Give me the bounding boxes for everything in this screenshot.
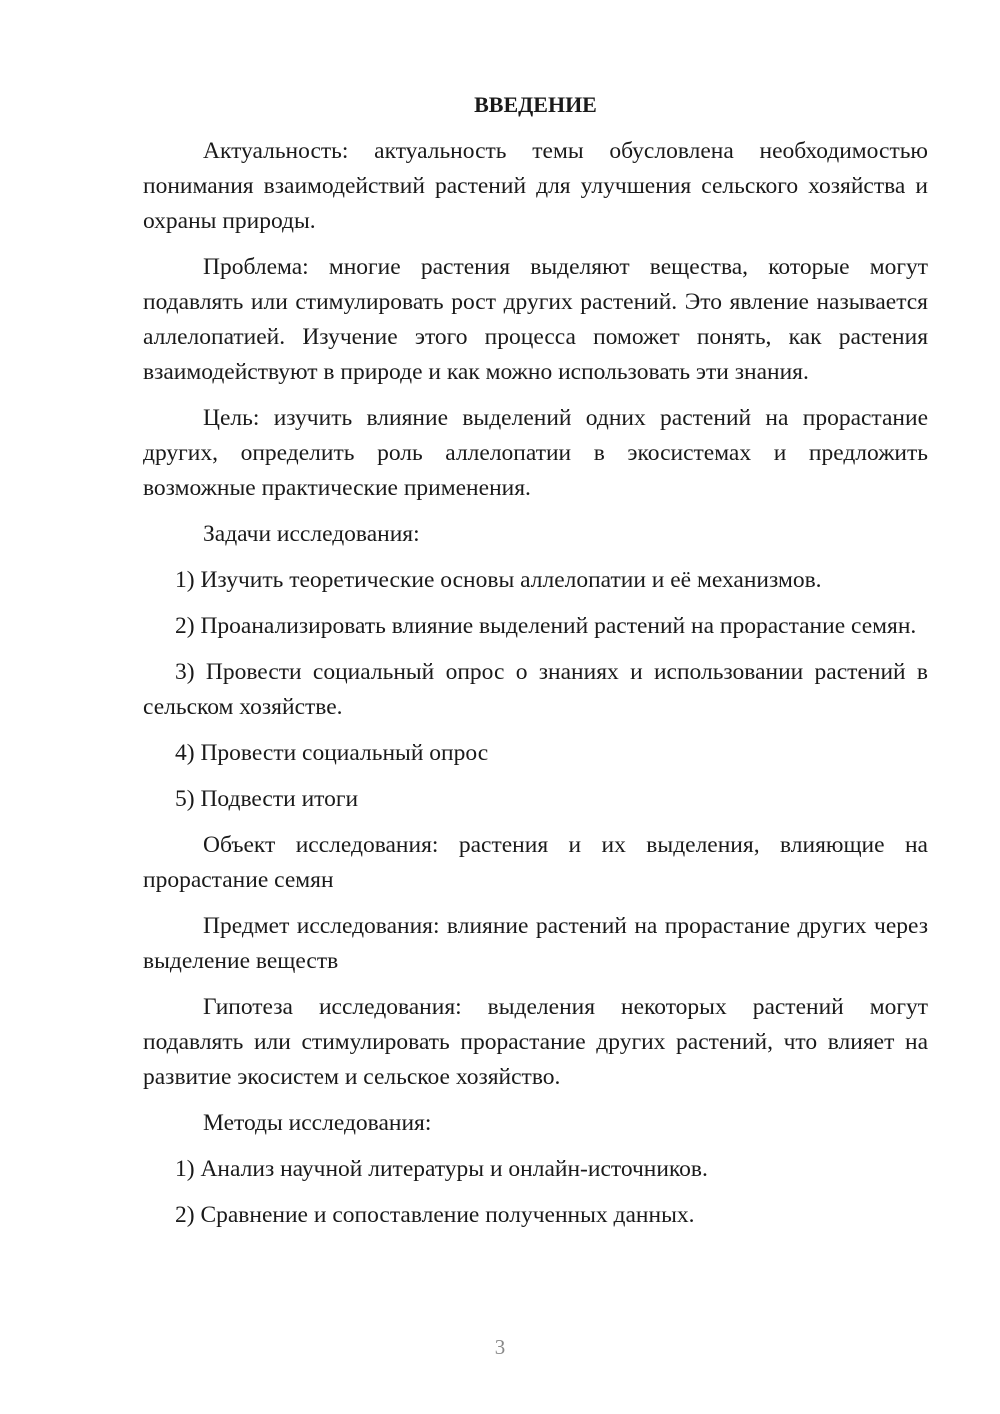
method-item: 2) Сравнение и сопоставление полученных данных. bbox=[175, 1202, 695, 1228]
method-item: 1) Анализ научной литературы и онлайн-источников. bbox=[175, 1156, 708, 1182]
page-number: 3 bbox=[494, 1335, 506, 1359]
research-object-paragraph: Объект исследования: растения и их выделения, влияющие на прорастание семян bbox=[143, 832, 928, 893]
section-title: ВВЕДЕНИЕ bbox=[474, 92, 597, 117]
goal-paragraph: Цель: изучить влияние выделений одних растений на прорастание других, определить роль аллелопатии в экосистемах и предложить возможные практические применения. bbox=[143, 405, 928, 501]
document-page bbox=[143, 90, 928, 1244]
tasks-heading: Задачи исследования: bbox=[203, 521, 420, 547]
hypothesis-paragraph: Гипотеза исследования: выделения некоторых растений могут подавлять или стимулировать прорастание других растений, что влияет на развитие экосистем и сельское хозяйство. bbox=[143, 994, 928, 1090]
relevance-paragraph: Актуальность: актуальность темы обусловлена необходимостью понимания взаимодействий растений для улучшения сельского хозяйства и охраны природы. bbox=[143, 138, 928, 234]
problem-paragraph: Проблема: многие растения выделяют вещества, которые могут подавлять или стимулировать рост других растений. Это явление называется аллелопатией. Изучение этого процесса поможет понять, как растения взаимодействуют в природе и как можно использовать эти знания. bbox=[143, 254, 928, 385]
methods-heading: Методы исследования: bbox=[203, 1110, 432, 1136]
research-subject-paragraph: Предмет исследования: влияние растений на прорастание других через выделение веществ bbox=[143, 913, 928, 974]
task-item: 4) Провести социальный опрос bbox=[175, 740, 489, 766]
task-item: 5) Подвести итоги bbox=[175, 786, 359, 812]
task-item: 3) Провести социальный опрос о знаниях и использовании растений в сельском хозяйстве. bbox=[143, 659, 928, 720]
task-item: 1) Изучить теоретические основы аллелопатии и её механизмов. bbox=[175, 567, 822, 593]
task-item: 2) Проанализировать влияние выделений растений на прорастание семян. bbox=[175, 613, 917, 639]
